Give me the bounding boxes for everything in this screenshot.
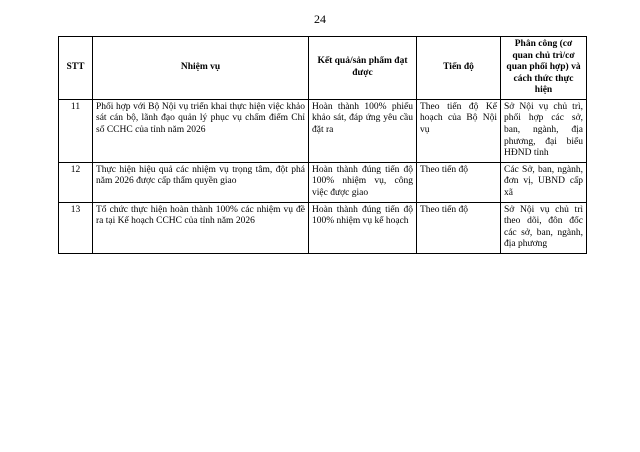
row-result: Hoàn thành đúng tiến độ 100% nhiệm vụ, công việc được giao: [309, 162, 417, 202]
table-header-row: [59, 37, 587, 100]
row-progress: Theo tiến độ: [417, 162, 501, 202]
header-assignment: Phân công (cơ quan chủ trì/cơ quan phối hợp) và cách thức thực hiện: [501, 37, 587, 100]
header-task: Nhiệm vụ: [93, 37, 309, 100]
row-result: Hoàn thành đúng tiến độ 100% nhiệm vụ kế hoạch: [309, 202, 417, 253]
header-stt: STT: [59, 37, 93, 100]
table-row: [59, 162, 587, 202]
row-stt: 11: [59, 99, 93, 162]
table-row: [59, 202, 587, 253]
row-stt: 12: [59, 162, 93, 202]
row-task: Tổ chức thực hiện hoàn thành 100% các nhiệm vụ đề ra tại Kế hoạch CCHC của tỉnh năm 2026: [93, 202, 309, 253]
row-progress: Theo tiến độ: [417, 202, 501, 253]
table-row: [59, 99, 587, 162]
row-assignment: Sở Nội vụ chủ trì theo dõi, đôn đốc các sở, ban, ngành, địa phương: [501, 202, 587, 253]
page-number: 24: [314, 12, 326, 26]
row-task: Thực hiện hiệu quả các nhiệm vụ trọng tâm, đột phá năm 2026 được cấp thẩm quyền giao: [93, 162, 309, 202]
header-result: Kết quả/sản phẩm đạt được: [309, 37, 417, 100]
row-stt: 13: [59, 202, 93, 253]
row-progress: Theo tiến độ Kế hoạch của Bộ Nội vụ: [417, 99, 501, 162]
row-assignment: Sở Nội vụ chủ trì, phối hợp các sở, ban, ngành, địa phương, đại biểu HĐND tỉnh: [501, 99, 587, 162]
header-progress: Tiến độ: [417, 37, 501, 100]
row-task: Phối hợp với Bộ Nội vụ triển khai thực hiện việc khảo sát cán bộ, lãnh đạo quản lý phục vụ chấm điểm Chỉ số CCHC của tỉnh năm 2026: [93, 99, 309, 162]
row-result: Hoàn thành 100% phiếu khảo sát, đáp ứng yêu cầu đặt ra: [309, 99, 417, 162]
task-table: [58, 36, 587, 254]
row-assignment: Các Sở, ban, ngành, đơn vị, UBND cấp xã: [501, 162, 587, 202]
